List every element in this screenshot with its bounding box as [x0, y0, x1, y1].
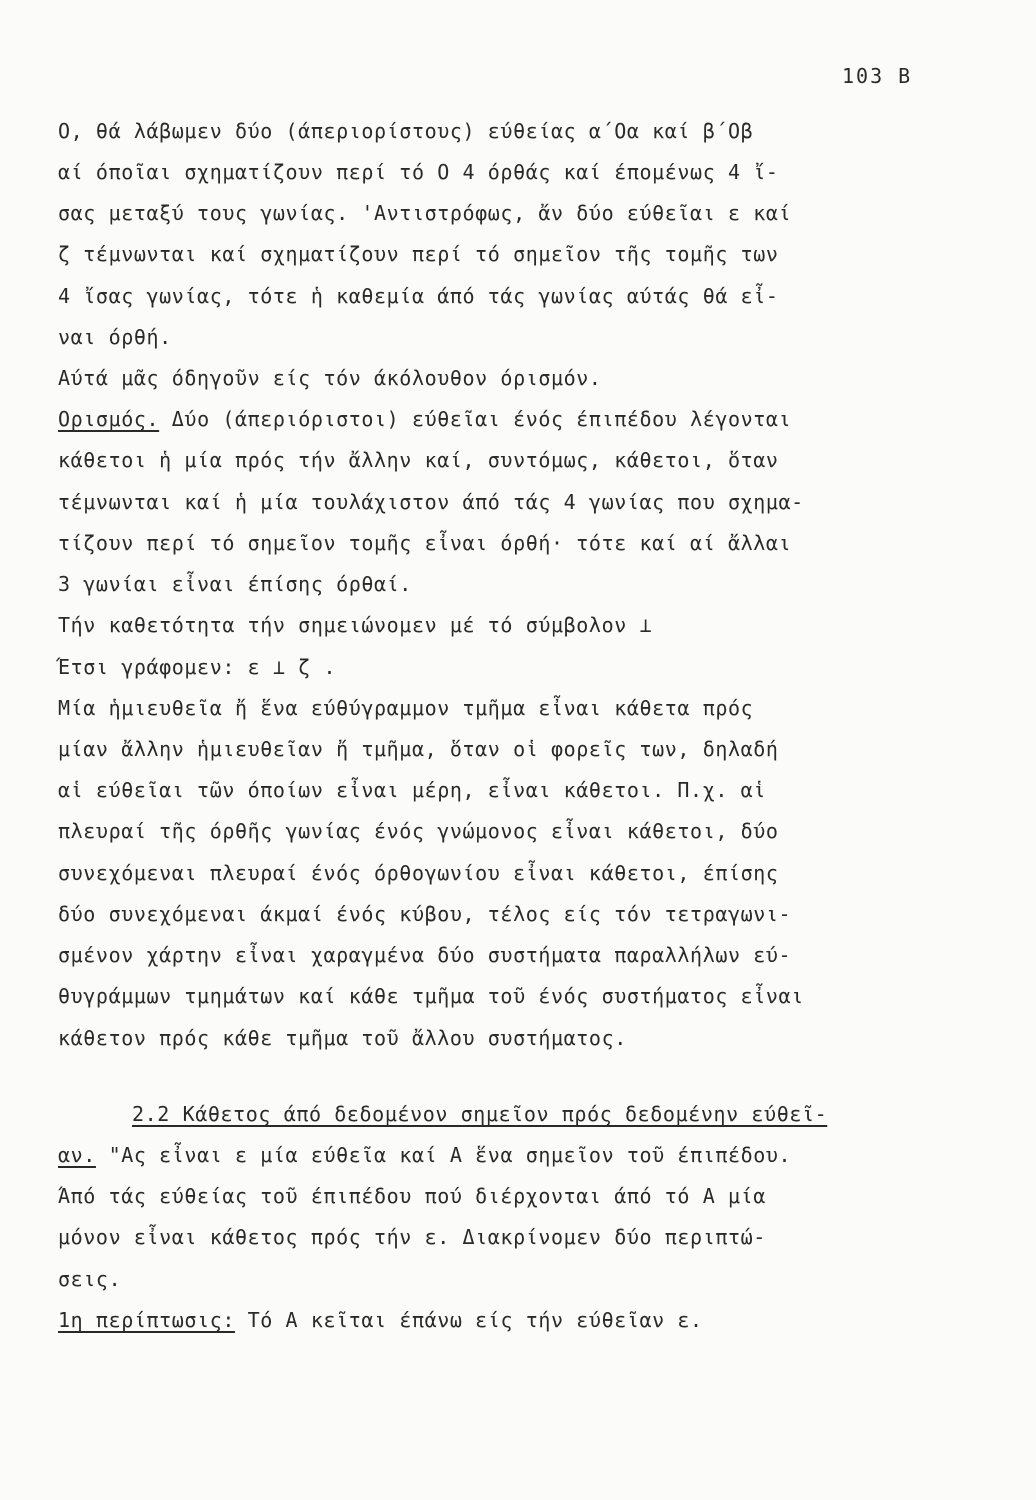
- text-line: σας μεταξύ τους γωνίας. 'Αντιστρόφως, ἄν δύο εύθεῖαι ε καί: [58, 201, 792, 225]
- text-line: θυγράμμων τμημάτων καί κάθε τμῆμα τοῦ ένός συστήματος εἶναι: [58, 984, 804, 1008]
- text-line: 3 γωνίαι εἶναι έπίσης όρθαί.: [58, 572, 412, 596]
- case-line: [58, 1307, 958, 1333]
- text-line: Τήν καθετότητα τήν σημειώνομεν μέ τό σύμβολον ⊥: [58, 613, 653, 637]
- text-line: τίζουν περί τό σημεῖον τομῆς εἶναι όρθή· τότε καί αί ἄλλαι: [58, 531, 792, 555]
- text-line: Αύτά μᾶς όδηγοῦν είς τόν άκόλουθον όρισμόν.: [58, 366, 602, 390]
- text-line: μόνον εἶναι κάθετος πρός τήν ε. Διακρίνομεν δύο περιπτώ-: [58, 1225, 766, 1249]
- text-line: δύο συνεχόμεναι άκμαί ένός κύβου, τέλος είς τόν τετραγωνι-: [58, 902, 792, 926]
- case-heading: 1η περίπτωσις:: [58, 1308, 235, 1332]
- section-heading-end: αν.: [58, 1143, 96, 1167]
- text-line: Μία ἡμιευθεῖα ἤ ἕνα εύθύγραμμον τμῆμα εἶναι κάθετα πρός: [58, 696, 754, 720]
- definition-text: Δύο (άπεριόριστοι) εύθεῖαι ένός έπιπέδου λέγονται: [159, 407, 792, 431]
- text-line: σμένον χάρτην εἶναι χαραγμένα δύο συστήματα παραλλήλων εύ-: [58, 943, 792, 967]
- section-line: [58, 1142, 958, 1168]
- text-line: ζ τέμνωνται καί σχηματίζουν περί τό σημεῖον τῆς τομῆς των: [58, 242, 779, 266]
- text-line: Έτσι γράφομεν: ε ⊥ ζ .: [58, 655, 337, 679]
- text-line: αί όποῖαι σχηματίζουν περί τό Ο 4 όρθάς καί έπομένως 4 ἴ-: [58, 160, 779, 184]
- text-line: πλευραί τῆς όρθῆς γωνίας ένός γνώμονος εἶναι κάθετοι, δύο: [58, 819, 779, 843]
- text-line: μίαν ἄλλην ἡμιευθεῖαν ἤ τμῆμα, ὅταν οἱ φορεῖς των, δηλαδή: [58, 737, 779, 761]
- section-heading: 2.2 Κάθετος άπό δεδομένον σημεῖον πρός δεδομένην εύθεῖ-: [132, 1102, 828, 1126]
- case-text: Τό Α κεῖται έπάνω είς τήν εύθεῖαν ε.: [234, 1308, 703, 1332]
- text-line: κάθετοι ἡ μία πρός τήν ἄλλην καί, συντόμως, κάθετοι, ὅταν: [58, 448, 779, 472]
- page-number: 103 B: [842, 64, 913, 88]
- text-line: ναι όρθή.: [58, 325, 172, 349]
- text-line: αἱ εύθεῖαι τῶν όποίων εἶναι μέρη, εἶναι κάθετοι. Π.χ. αἱ: [58, 778, 766, 802]
- definition-line: [58, 406, 958, 432]
- text-line: 4 ἴσας γωνίας, τότε ἡ καθεμία άπό τάς γωνίας αύτάς θά εἶ-: [58, 284, 779, 308]
- section-text: "Ας εἶναι ε μία εύθεῖα καί Α ἕνα σημεῖον τοῦ έπιπέδου.: [95, 1143, 792, 1167]
- text-line: τέμνωνται καί ἡ μία τουλάχιστον άπό τάς 4 γωνίας που σχημα-: [58, 490, 804, 514]
- definition-heading: Ορισμός.: [58, 407, 160, 431]
- text-line: συνεχόμεναι πλευραί ένός όρθογωνίου εἶναι κάθετοι, έπίσης: [58, 861, 779, 885]
- text-line: Ο, θά λάβωμεν δύο (άπεριορίστους) εύθείας α΄Οα καί β΄Οβ: [58, 119, 754, 143]
- text-line: Άπό τάς εύθείας τοῦ έπιπέδου πού διέρχονται άπό τό Α μία: [58, 1184, 766, 1208]
- text-line: κάθετον πρός κάθε τμῆμα τοῦ ἄλλου συστήματος.: [58, 1026, 627, 1050]
- text-line: σεις.: [58, 1267, 122, 1291]
